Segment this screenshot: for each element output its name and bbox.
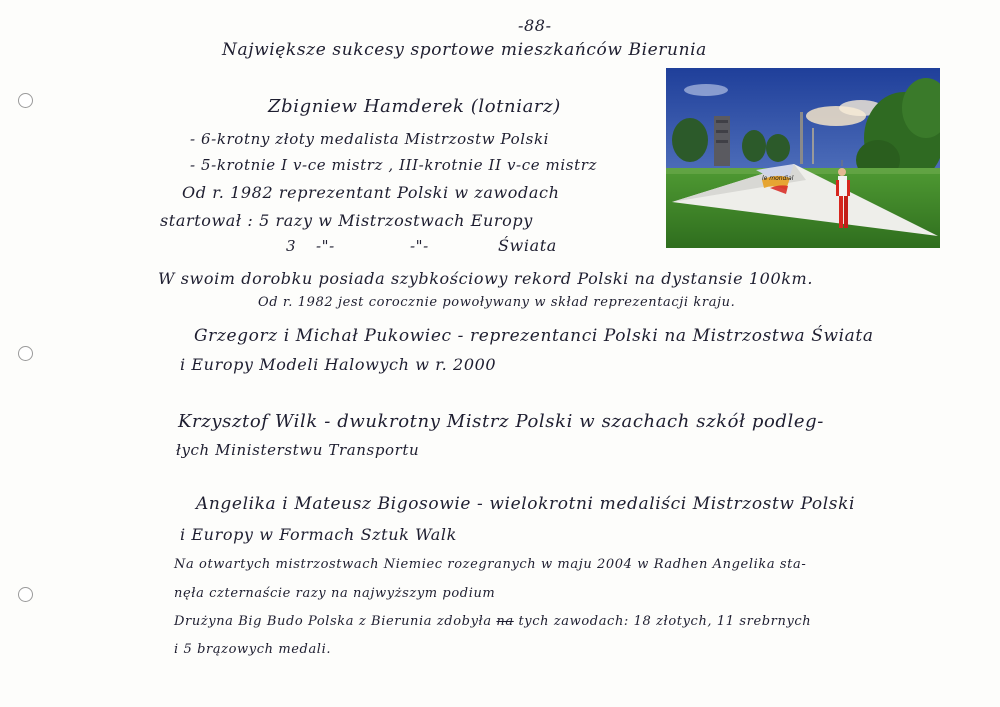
bigosowie-line: i Europy w Formach Sztuk Walk <box>180 525 457 544</box>
ditto-mark: -"- <box>316 237 335 255</box>
hamderek-name: Zbigniew Hamderek (lotniarz) <box>268 96 561 117</box>
hamderek-line: - 6-krotny złoty medalista Mistrzostw Polski <box>190 130 550 148</box>
bigosowie-line: nęła czternaście razy na najwyższym podium <box>174 586 496 601</box>
hamderek-line: startował : 5 razy w Mistrzostwach Europy <box>160 211 533 230</box>
sail-lettering: le mondial <box>762 175 794 182</box>
bigosowie-line: i 5 brązowych medali. <box>174 642 332 657</box>
pukowiec-line: Grzegorz i Michał Pukowiec - reprezentanci Polski na Mistrzostwa Świata <box>194 326 874 346</box>
struck-word: na <box>496 614 514 629</box>
bigosowie-line-team <box>174 614 811 629</box>
hang-glider-photo <box>666 68 940 248</box>
team-text-end: tych zawodach: 18 złotych, 11 srebrnych <box>513 614 812 629</box>
binder-hole <box>18 346 33 361</box>
pukowiec-line: i Europy Modeli Halowych w r. 2000 <box>180 355 497 374</box>
hamderek-line: W swoim dorobku posiada szybkościowy rekord Polski na dystansie 100km. <box>158 269 813 288</box>
photo-illustration <box>666 68 940 248</box>
ditto-mark: -"- <box>410 237 429 255</box>
hamderek-line: Od r. 1982 jest corocznie powoływany w skład reprezentacji kraju. <box>258 295 736 310</box>
wilk-line: Krzysztof Wilk - dwukrotny Mistrz Polski w szachach szkół podleg- <box>178 411 824 432</box>
hamderek-line: Od r. 1982 reprezentant Polski w zawodach <box>182 183 560 202</box>
binder-hole <box>18 587 33 602</box>
page-number: -88- <box>518 16 552 35</box>
hamderek-line: - 5-krotnie I v-ce mistrz , III-krotnie II v-ce mistrz <box>190 156 597 174</box>
ditto-count: 3 <box>286 237 297 255</box>
wilk-line: łych Ministerstwu Transportu <box>176 441 420 459</box>
page-heading: Największe sukcesy sportowe mieszkańców Bierunia <box>222 40 707 60</box>
team-text-start: Drużyna Big Budo Polska z Bierunia zdobyła <box>174 614 497 629</box>
binder-hole <box>18 93 33 108</box>
bigosowie-line: Na otwartych mistrzostwach Niemiec rozegranych w maju 2004 w Radhen Angelika sta- <box>174 557 807 572</box>
ditto-word: Świata <box>498 236 557 255</box>
bigosowie-line: Angelika i Mateusz Bigosowie - wielokrotni medaliści Mistrzostw Polski <box>196 494 856 514</box>
